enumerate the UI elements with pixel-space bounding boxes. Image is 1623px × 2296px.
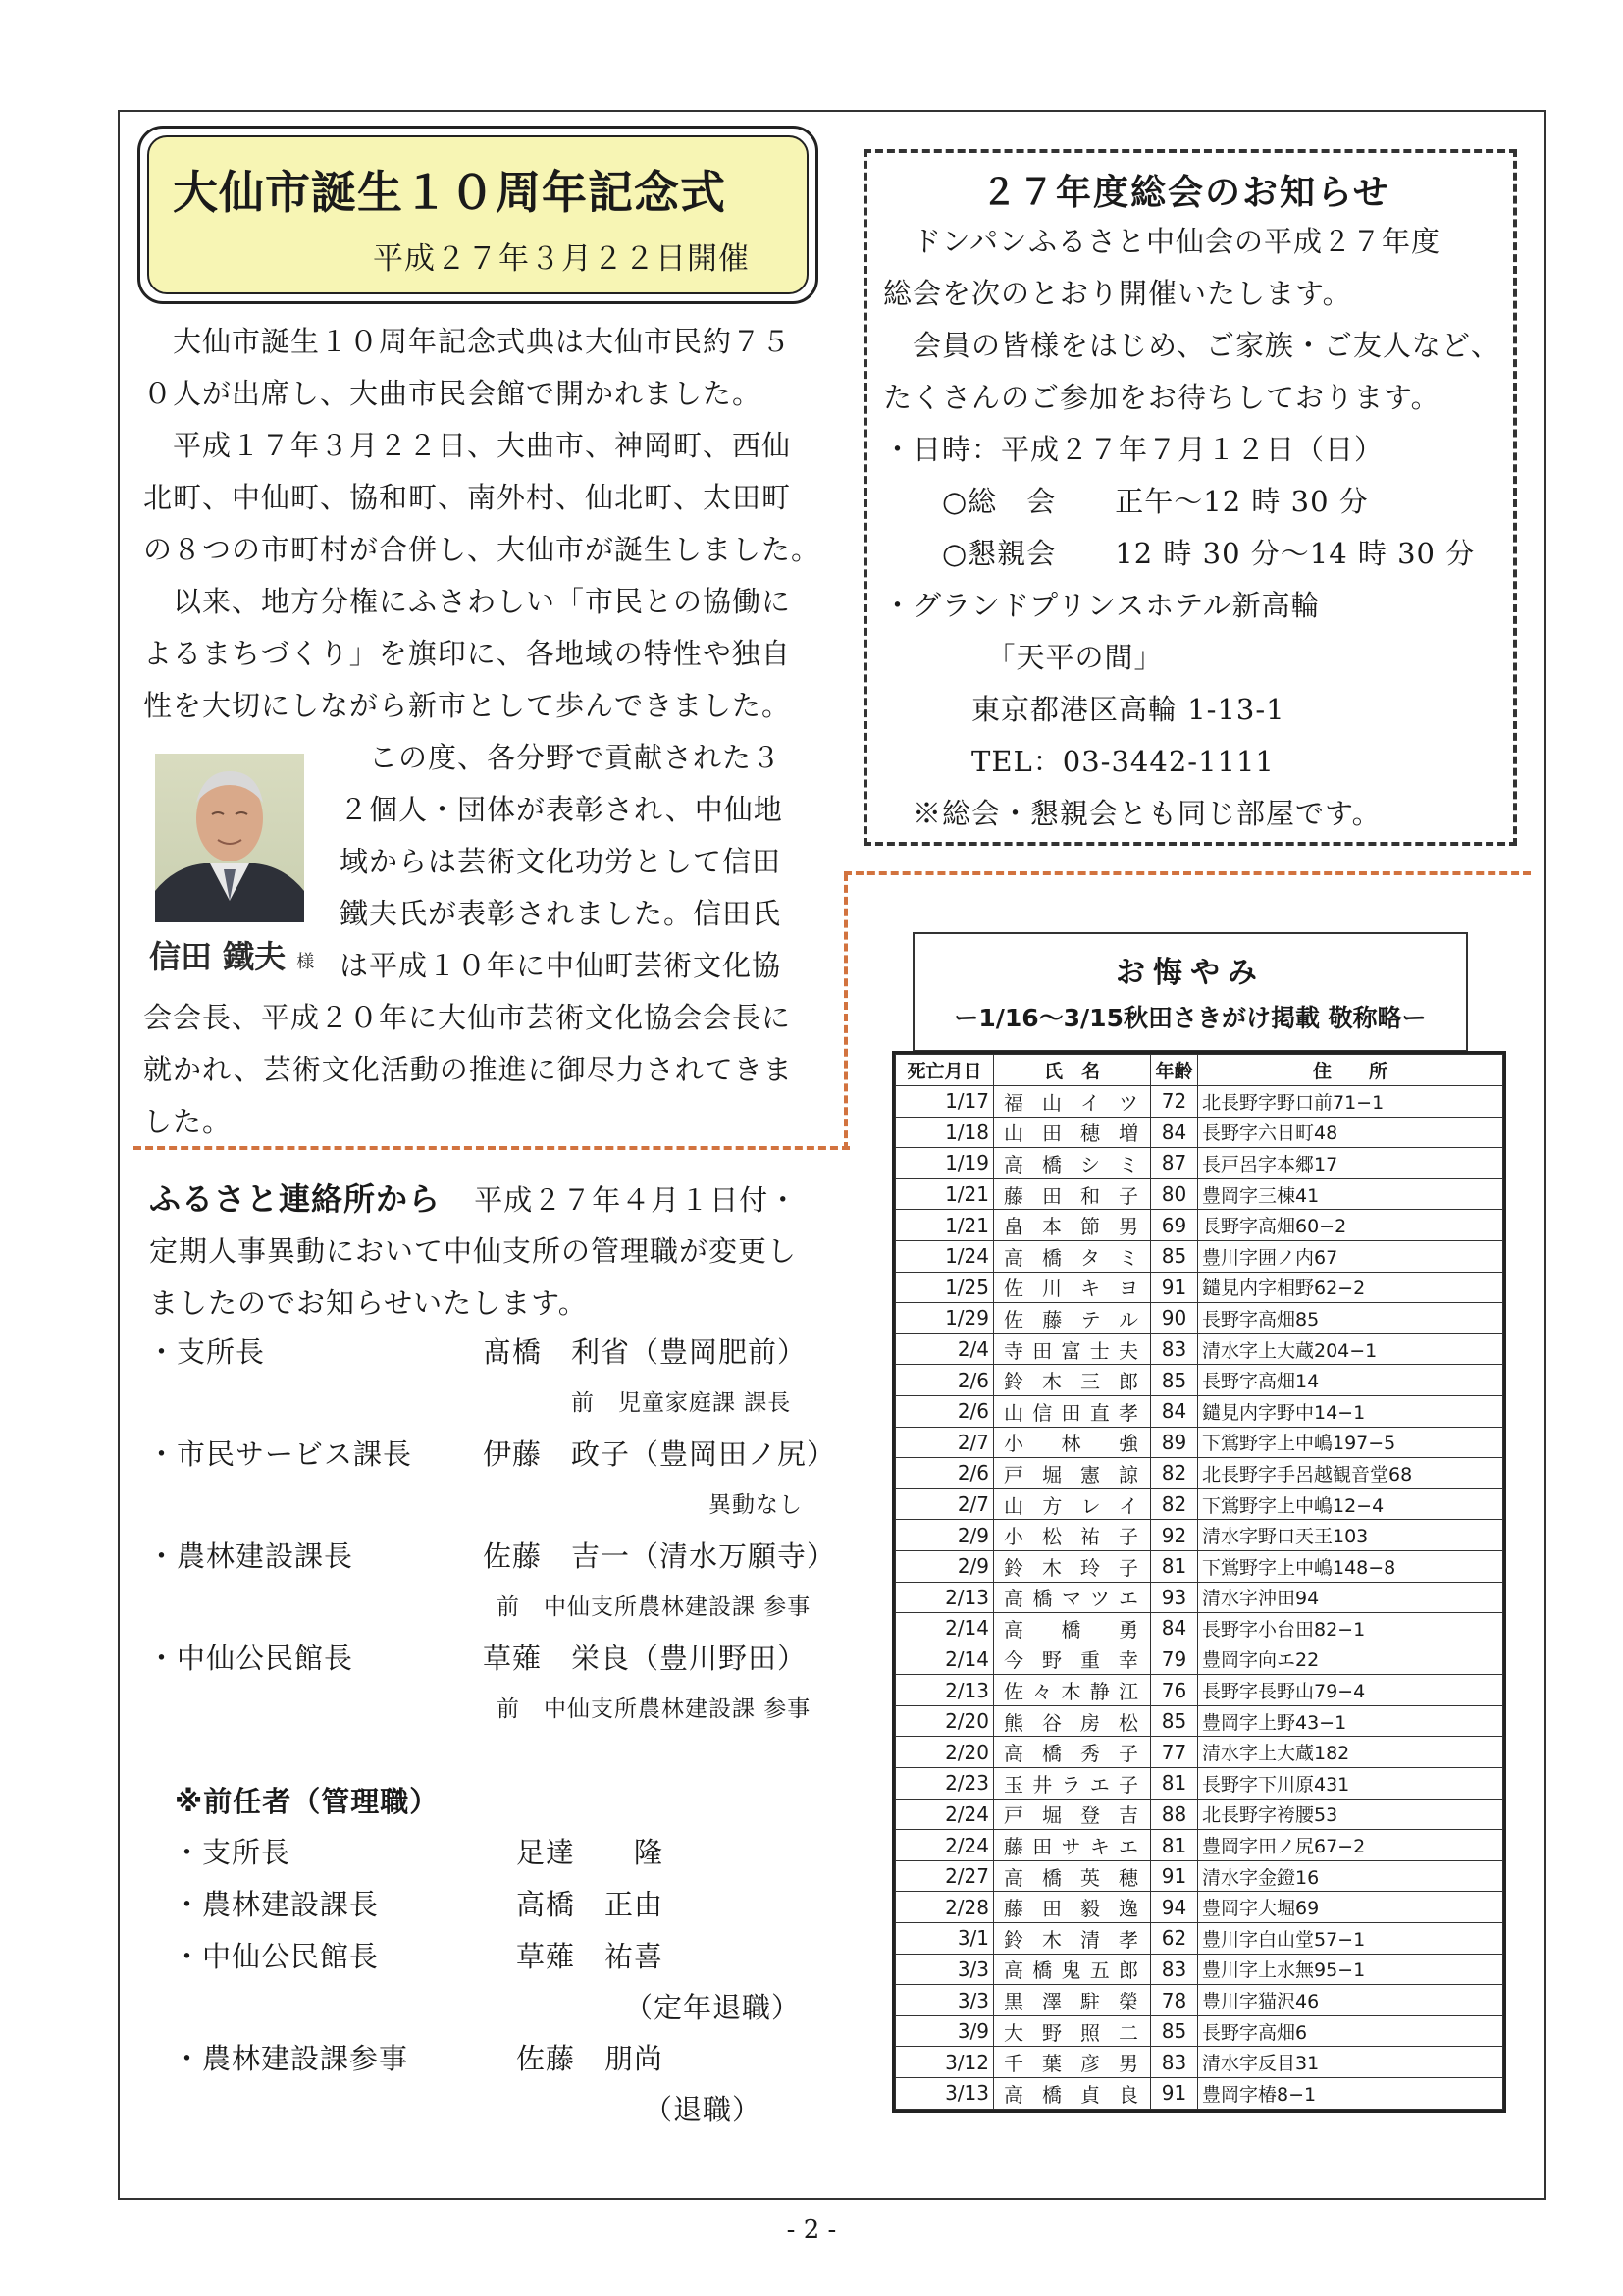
death-date-cell: 2/20 xyxy=(896,1705,994,1737)
address-cell: 清水字上大蔵204−1 xyxy=(1198,1333,1503,1365)
table-row xyxy=(896,1458,1503,1489)
table-row xyxy=(896,1954,1503,1985)
table-row xyxy=(896,1240,1503,1272)
table-row xyxy=(896,2015,1503,2047)
address-cell: 長野字長野山79−4 xyxy=(1198,1675,1503,1706)
notice-title: ２７年度総会のお知らせ xyxy=(981,173,1390,213)
liaison-line: 定期人事異動において中仙支所の管理職が変更し xyxy=(149,1234,798,1268)
predecessor-title: ・農林建設課長 xyxy=(173,1888,380,1921)
table-row xyxy=(896,1550,1503,1582)
death-date-cell: 1/25 xyxy=(896,1272,994,1303)
address-cell: 北長野字袴腰53 xyxy=(1198,1799,1503,1830)
age-cell: 89 xyxy=(1151,1427,1198,1458)
predecessors-list xyxy=(173,1827,840,2135)
liaison-intro-first: 平成２７年４月１日付・ xyxy=(474,1183,799,1217)
death-date-cell: 3/12 xyxy=(896,2047,994,2078)
name-cell: 鈴木清孝 xyxy=(994,1923,1151,1955)
death-date-cell: 3/9 xyxy=(896,2015,994,2047)
table-row xyxy=(896,1923,1503,1955)
age-cell: 91 xyxy=(1151,1272,1198,1303)
table-row xyxy=(896,1395,1503,1427)
table-row xyxy=(896,1488,1503,1520)
name-cell: 福山イツ xyxy=(994,1086,1151,1118)
age-cell: 80 xyxy=(1151,1178,1198,1210)
notice-line: 東京都港区高輪 1-13-1 xyxy=(883,693,1285,726)
death-date-cell: 1/18 xyxy=(896,1117,994,1148)
death-date-cell: 1/21 xyxy=(896,1210,994,1241)
table-row xyxy=(896,1333,1503,1365)
death-date-cell: 2/20 xyxy=(896,1737,994,1768)
name-cell: 佐川キヨ xyxy=(994,1272,1151,1303)
name-cell: 山信田直孝 xyxy=(994,1395,1151,1427)
table-row xyxy=(896,1582,1503,1613)
address-cell: 豊岡字向エ22 xyxy=(1198,1644,1503,1675)
table-row xyxy=(896,1705,1503,1737)
predecessor-title: ・農林建設課参事 xyxy=(173,2042,409,2075)
table-row xyxy=(896,1365,1503,1396)
address-cell: 鑓見内字野中14−1 xyxy=(1198,1395,1503,1427)
article-line: した。 xyxy=(143,1105,233,1138)
death-date-cell: 2/7 xyxy=(896,1427,994,1458)
table-row xyxy=(896,1737,1503,1768)
address-cell: 長野字高畑60−2 xyxy=(1198,1210,1503,1241)
age-cell: 84 xyxy=(1151,1395,1198,1427)
death-date-cell: 2/24 xyxy=(896,1799,994,1830)
address-cell: 豊川字猫沢46 xyxy=(1198,1985,1503,2016)
address-cell: 清水字金鐙16 xyxy=(1198,1860,1503,1892)
death-date-cell: 2/7 xyxy=(896,1488,994,1520)
table-row xyxy=(896,1427,1503,1458)
position-note: 前 中仙支所農林建設課 参事 xyxy=(497,1594,812,1620)
age-cell: 82 xyxy=(1151,1488,1198,1520)
article-line: よるまちづくり」を旗印に、各地域の特性や独自 xyxy=(143,637,791,670)
notice-line: たくさんのご参加をお待ちしております。 xyxy=(883,381,1440,414)
position-name: 佐藤 吉一（清水万願寺） xyxy=(483,1539,837,1573)
address-cell: 豊岡字椿8−1 xyxy=(1198,2078,1503,2110)
column-header: 年齢 xyxy=(1151,1055,1198,1086)
portrait-caption xyxy=(149,932,314,977)
notice-line: ○総 会 正午～12 時 30 分 xyxy=(883,485,1369,518)
table-row xyxy=(896,1644,1503,1675)
positions-list xyxy=(147,1327,837,1735)
predecessor-item xyxy=(173,1879,840,1931)
table-row xyxy=(896,1303,1503,1334)
position-note: 前 中仙支所農林建設課 参事 xyxy=(497,1696,812,1722)
death-date-cell: 2/6 xyxy=(896,1365,994,1396)
table-row xyxy=(896,1675,1503,1706)
death-date-cell: 2/14 xyxy=(896,1613,994,1644)
article-line: 以来、地方分権にふさわしい「市民との協働に xyxy=(143,585,792,618)
death-date-cell: 1/21 xyxy=(896,1178,994,1210)
name-cell: 戸堀憲諒 xyxy=(994,1458,1151,1489)
liaison-intro xyxy=(149,1226,797,1330)
age-cell: 78 xyxy=(1151,1985,1198,2016)
table-row xyxy=(896,1768,1503,1800)
article-line: 会会長、平成２０年に大仙市芸術文化協会会長に xyxy=(143,1001,792,1034)
death-date-cell: 1/17 xyxy=(896,1086,994,1118)
obituary-table xyxy=(895,1054,1503,2110)
age-cell: 72 xyxy=(1151,1086,1198,1118)
table-row xyxy=(896,1520,1503,1551)
age-cell: 84 xyxy=(1151,1117,1198,1148)
age-cell: 94 xyxy=(1151,1892,1198,1923)
liaison-heading: ふるさと連絡所から xyxy=(149,1180,442,1218)
name-cell: 高橋英穂 xyxy=(994,1860,1151,1892)
article-line: ０人が出席し、大曲市民会館で開かれました。 xyxy=(143,377,762,410)
notice-line: ・グランドプリンスホテル新高輪 xyxy=(883,589,1321,622)
address-cell: 長野字高畑14 xyxy=(1198,1365,1503,1396)
age-cell: 79 xyxy=(1151,1644,1198,1675)
address-cell: 長野字高畑6 xyxy=(1198,2015,1503,2047)
notice-line: ※総会・懇親会とも同じ部屋です。 xyxy=(883,797,1382,830)
address-cell: 下鴬野字上中嶋12−4 xyxy=(1198,1488,1503,1520)
name-cell: 今野重幸 xyxy=(994,1644,1151,1675)
position-item xyxy=(147,1429,837,1531)
death-date-cell: 3/13 xyxy=(896,2078,994,2110)
table-row xyxy=(896,1272,1503,1303)
name-cell: 藤田和子 xyxy=(994,1178,1151,1210)
article-line: 性を大切にしながら新市として歩んできました。 xyxy=(143,689,792,722)
address-cell: 清水字沖田94 xyxy=(1198,1582,1503,1613)
article-line: 鐵夫氏が表彰されました。信田氏 xyxy=(340,897,782,930)
portrait-honorific: 様 xyxy=(296,952,315,972)
predecessor-item xyxy=(173,2033,840,2135)
death-date-cell: 3/1 xyxy=(896,1923,994,1955)
position-title: ・農林建設課長 xyxy=(147,1539,354,1573)
page-title: 大仙市誕生１０周年記念式 xyxy=(173,166,726,219)
address-cell: 清水字野口天王103 xyxy=(1198,1520,1503,1551)
address-cell: 長野字高畑85 xyxy=(1198,1303,1503,1334)
predecessor-name: 草薙 祐喜 xyxy=(516,1940,664,1973)
name-cell: 大野照二 xyxy=(994,2015,1151,2047)
name-cell: 鈴木三郎 xyxy=(994,1365,1151,1396)
table-row xyxy=(896,1860,1503,1892)
age-cell: 82 xyxy=(1151,1458,1198,1489)
article-line: ２個人・団体が表彰され、中仙地 xyxy=(340,793,783,826)
article-line: の８つの市町村が合併し、大仙市が誕生しました。 xyxy=(143,533,821,566)
article-line: 就かれ、芸術文化活動の推進に御尽力されてきま xyxy=(143,1053,793,1086)
predecessor-title: ・中仙公民館長 xyxy=(173,1940,380,1973)
death-date-cell: 2/23 xyxy=(896,1768,994,1800)
portrait-image xyxy=(155,754,304,922)
liaison-header-line xyxy=(149,1174,798,1226)
position-item xyxy=(147,1531,837,1633)
predecessor-note: （定年退職） xyxy=(624,1991,802,2024)
table-row xyxy=(896,2078,1503,2110)
age-cell: 91 xyxy=(1151,2078,1198,2110)
notice-line: ○懇親会 12 時 30 分～14 時 30 分 xyxy=(883,537,1476,570)
name-cell: 鈴木玲子 xyxy=(994,1550,1151,1582)
name-cell: 千葉彦男 xyxy=(994,2047,1151,2078)
notice-line: TEL：03-3442-1111 xyxy=(883,745,1275,778)
age-cell: 62 xyxy=(1151,1923,1198,1955)
predecessor-name: 佐藤 朋尚 xyxy=(516,2042,664,2075)
address-cell: 下鴬野字上中嶋197−5 xyxy=(1198,1427,1503,1458)
article-tail-text xyxy=(143,992,793,1148)
name-cell: 高橋タミ xyxy=(994,1240,1151,1272)
death-date-cell: 2/6 xyxy=(896,1458,994,1489)
age-cell: 81 xyxy=(1151,1768,1198,1800)
death-date-cell: 2/9 xyxy=(896,1550,994,1582)
death-date-cell: 1/19 xyxy=(896,1148,994,1179)
name-cell: 藤田サキエ xyxy=(994,1830,1151,1861)
predecessor-item xyxy=(173,1931,840,2033)
address-cell: 長戸呂字本郷17 xyxy=(1198,1148,1503,1179)
position-title: ・市民サービス課長 xyxy=(147,1437,413,1471)
address-cell: 長野字六日町48 xyxy=(1198,1117,1503,1148)
address-cell: 北長野字野口前71−1 xyxy=(1198,1086,1503,1118)
name-cell: 山田穂増 xyxy=(994,1117,1151,1148)
age-cell: 83 xyxy=(1151,2047,1198,2078)
table-row xyxy=(896,1799,1503,1830)
address-cell: 豊岡字田ノ尻67−2 xyxy=(1198,1830,1503,1861)
address-cell: 豊川字囲ノ内67 xyxy=(1198,1240,1503,1272)
predecessor-name: 足達 隆 xyxy=(516,1836,664,1869)
age-cell: 85 xyxy=(1151,2015,1198,2047)
age-cell: 81 xyxy=(1151,1550,1198,1582)
address-cell: 清水字反目31 xyxy=(1198,2047,1503,2078)
death-date-cell: 1/24 xyxy=(896,1240,994,1272)
address-cell: 豊岡字上野43−1 xyxy=(1198,1705,1503,1737)
page-number: - 2 - xyxy=(786,2216,837,2245)
name-cell: 寺田富士夫 xyxy=(994,1333,1151,1365)
death-date-cell: 2/28 xyxy=(896,1892,994,1923)
death-date-cell: 2/13 xyxy=(896,1675,994,1706)
position-title: ・中仙公民館長 xyxy=(147,1642,354,1675)
age-cell: 69 xyxy=(1151,1210,1198,1241)
position-name: 草薙 栄良（豊川野田） xyxy=(483,1642,808,1675)
obituary-table-header xyxy=(896,1055,1503,1086)
article-line: 北町、中仙町、協和町、南外村、仙北町、太田町 xyxy=(143,481,792,514)
address-cell: 豊岡字大堀69 xyxy=(1198,1892,1503,1923)
name-cell: 佐藤テル xyxy=(994,1303,1151,1334)
age-cell: 92 xyxy=(1151,1520,1198,1551)
age-cell: 88 xyxy=(1151,1799,1198,1830)
name-cell: 高橋秀子 xyxy=(994,1737,1151,1768)
address-cell: 長野字小台田82−1 xyxy=(1198,1613,1503,1644)
table-row xyxy=(896,1210,1503,1241)
age-cell: 76 xyxy=(1151,1675,1198,1706)
address-cell: 鑓見内字相野62−2 xyxy=(1198,1272,1503,1303)
name-cell: 高橋鬼五郎 xyxy=(994,1954,1151,1985)
position-name: 髙橋 利省（豊岡肥前） xyxy=(483,1335,808,1369)
address-cell: 長野字下川原431 xyxy=(1198,1768,1503,1800)
age-cell: 81 xyxy=(1151,1830,1198,1861)
position-title: ・支所長 xyxy=(147,1335,266,1369)
name-cell: 佐々木静江 xyxy=(994,1675,1151,1706)
name-cell: 高橋マツエ xyxy=(994,1582,1151,1613)
death-date-cell: 2/13 xyxy=(896,1582,994,1613)
predecessor-name: 高橋 正由 xyxy=(516,1888,664,1921)
death-date-cell: 1/29 xyxy=(896,1303,994,1334)
portrait-photo xyxy=(155,754,304,922)
age-cell: 93 xyxy=(1151,1582,1198,1613)
notice-line: 会員の皆様をはじめ、ご家族・ご友人など、 xyxy=(883,329,1500,362)
divider-dashed xyxy=(844,871,1531,875)
name-cell: 玉井ラエ子 xyxy=(994,1768,1151,1800)
age-cell: 83 xyxy=(1151,1954,1198,1985)
name-cell: 戸堀登吉 xyxy=(994,1799,1151,1830)
name-cell: 高橋シミ xyxy=(994,1148,1151,1179)
death-date-cell: 3/3 xyxy=(896,1954,994,1985)
table-row xyxy=(896,1148,1503,1179)
address-cell: 清水字上大蔵182 xyxy=(1198,1737,1503,1768)
divider-dashed xyxy=(133,1146,850,1150)
table-row xyxy=(896,2047,1503,2078)
article-side-text xyxy=(340,732,783,992)
age-cell: 85 xyxy=(1151,1240,1198,1272)
table-row xyxy=(896,1117,1503,1148)
age-cell: 87 xyxy=(1151,1148,1198,1179)
obituary-title: お悔やみ xyxy=(1116,956,1265,990)
position-name: 伊藤 政子（豊岡田ノ尻） xyxy=(483,1437,837,1471)
table-row xyxy=(896,1830,1503,1861)
death-date-cell: 2/4 xyxy=(896,1333,994,1365)
event-date: 平成２７年３月２２日開催 xyxy=(373,241,750,277)
name-cell: 高橋貞良 xyxy=(994,2078,1151,2110)
table-row xyxy=(896,1086,1503,1118)
article-line: この度、各分野で貢献された３ xyxy=(340,741,782,774)
obituary-table-body xyxy=(896,1086,1503,2110)
column-header: 氏 名 xyxy=(994,1055,1151,1086)
notice-line: 「天平の間」 xyxy=(883,641,1164,674)
predecessor-title: ・支所長 xyxy=(173,1836,291,1869)
name-cell: 畠本節男 xyxy=(994,1210,1151,1241)
age-cell: 83 xyxy=(1151,1333,1198,1365)
article-body xyxy=(143,316,820,732)
notice-body xyxy=(883,216,1500,840)
death-date-cell: 2/27 xyxy=(896,1860,994,1892)
death-date-cell: 3/3 xyxy=(896,1985,994,2016)
age-cell: 85 xyxy=(1151,1365,1198,1396)
address-cell: 豊川字上水無95−1 xyxy=(1198,1954,1503,1985)
name-cell: 熊谷房松 xyxy=(994,1705,1151,1737)
death-date-cell: 2/9 xyxy=(896,1520,994,1551)
table-row xyxy=(896,1892,1503,1923)
death-date-cell: 2/6 xyxy=(896,1395,994,1427)
liaison-line: ましたのでお知らせいたします。 xyxy=(149,1286,588,1320)
name-cell: 藤田毅逸 xyxy=(994,1892,1151,1923)
notice-line: 総会を次のとおり開催いたします。 xyxy=(883,277,1352,310)
notice-line: ドンパンふるさと中仙会の平成２７年度 xyxy=(883,225,1440,258)
age-cell: 84 xyxy=(1151,1613,1198,1644)
portrait-name: 信田 鐵夫 xyxy=(149,938,287,975)
position-note: 前 児童家庭課 課長 xyxy=(571,1390,792,1416)
predecessor-item xyxy=(173,1827,840,1879)
address-cell: 豊川字白山堂57−1 xyxy=(1198,1923,1503,1955)
name-cell: 山方レイ xyxy=(994,1488,1151,1520)
age-cell: 91 xyxy=(1151,1860,1198,1892)
name-cell: 高橋勇 xyxy=(994,1613,1151,1644)
obituary-subtitle: ー1/16～3/15秋田さきがけ掲載 敬称略ー xyxy=(954,1004,1427,1032)
position-item xyxy=(147,1327,834,1429)
article-line: 平成１７年３月２２日、大曲市、神岡町、西仙 xyxy=(143,429,792,462)
column-header: 住 所 xyxy=(1198,1055,1503,1086)
article-line: 大仙市誕生１０周年記念式典は大仙市民約７５ xyxy=(143,325,792,358)
name-cell: 小松祐子 xyxy=(994,1520,1151,1551)
predecessor-note: （退職） xyxy=(644,2093,762,2126)
notice-line: ・日時：平成２７年７月１２日（日） xyxy=(883,433,1385,466)
table-row xyxy=(896,1985,1503,2016)
article-line: は平成１０年に中仙町芸術文化協 xyxy=(340,949,782,982)
name-cell: 小林強 xyxy=(994,1427,1151,1458)
address-cell: 下鴬野字上中嶋148−8 xyxy=(1198,1550,1503,1582)
age-cell: 90 xyxy=(1151,1303,1198,1334)
table-row xyxy=(896,1178,1503,1210)
position-note: 異動なし xyxy=(708,1492,803,1518)
predecessor-heading: ※前任者（管理職） xyxy=(175,1785,440,1818)
address-cell: 豊岡字三棟41 xyxy=(1198,1178,1503,1210)
table-row xyxy=(896,1613,1503,1644)
death-date-cell: 2/14 xyxy=(896,1644,994,1675)
divider-dashed-vertical xyxy=(844,873,848,1150)
age-cell: 85 xyxy=(1151,1705,1198,1737)
death-date-cell: 2/24 xyxy=(896,1830,994,1861)
address-cell: 北長野字手呂越観音堂68 xyxy=(1198,1458,1503,1489)
position-item xyxy=(147,1633,834,1735)
name-cell: 黒澤駐榮 xyxy=(994,1985,1151,2016)
article-line: 域からは芸術文化功労として信田 xyxy=(340,845,782,878)
age-cell: 77 xyxy=(1151,1737,1198,1768)
column-header: 死亡月日 xyxy=(896,1055,994,1086)
